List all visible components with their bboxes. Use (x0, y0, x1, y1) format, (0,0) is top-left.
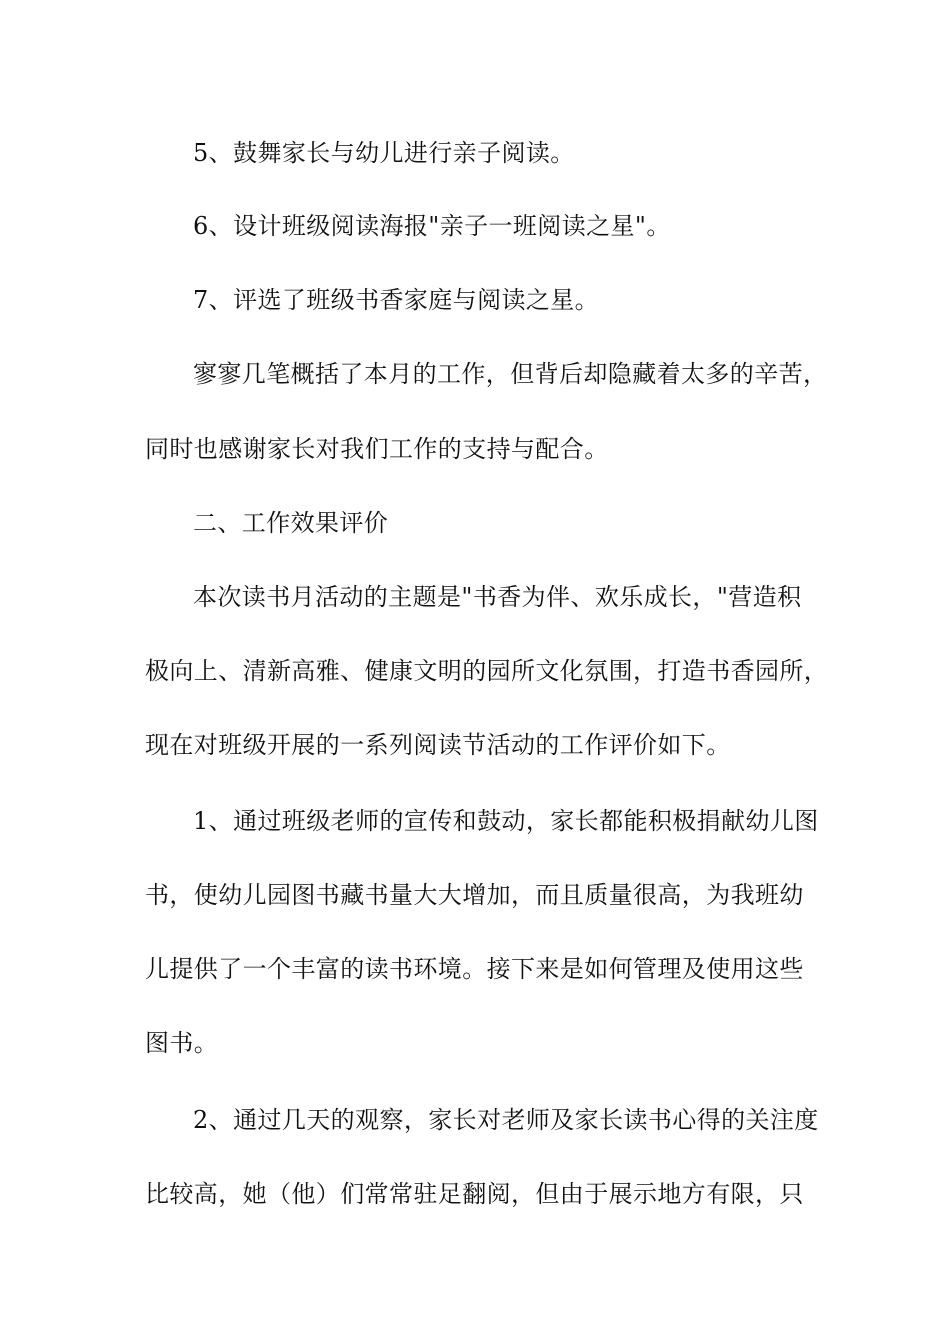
paragraph-theme-line-2: 极向上、清新高雅、健康文明的园所文化氛围，打造书香园所， (145, 657, 829, 685)
paragraph-item1-line-1: 1、通过班级老师的宣传和鼓动，家长都能积极捐献幼儿图 (193, 807, 819, 835)
paragraph-summary-line-1: 寥寥几笔概括了本月的工作，但背后却隐藏着太多的辛苦， (193, 360, 828, 388)
list-item-6: 6、设计班级阅读海报"亲子一班阅读之星"。 (193, 212, 671, 240)
paragraph-item1-line-4: 图书。 (145, 1029, 219, 1057)
paragraph-summary-line-2: 同时也感谢家长对我们工作的支持与配合。 (145, 435, 609, 463)
paragraph-theme-line-3: 现在对班级开展的一系列阅读节活动的工作评价如下。 (145, 731, 731, 759)
list-item-7: 7、评选了班级书香家庭与阅读之星。 (193, 286, 600, 314)
paragraph-theme-line-1: 本次读书月活动的主题是"书香为伴、欢乐成长，"营造积 (193, 583, 802, 611)
paragraph-item1-line-2: 书，使幼儿园图书藏书量大大增加，而且质量很高，为我班幼 (145, 881, 804, 909)
paragraph-item2-line-1: 2、通过几天的观察，家长对老师及家长读书心得的关注度 (193, 1106, 819, 1134)
paragraph-item2-line-2: 比较高，她（他）们常常驻足翻阅，但由于展示地方有限，只 (145, 1180, 804, 1208)
section-heading: 二、工作效果评价 (193, 509, 389, 537)
list-item-5: 5、鼓舞家长与幼儿进行亲子阅读。 (193, 139, 575, 167)
paragraph-item1-line-3: 儿提供了一个丰富的读书环境。接下来是如何管理及使用这些 (145, 955, 804, 983)
